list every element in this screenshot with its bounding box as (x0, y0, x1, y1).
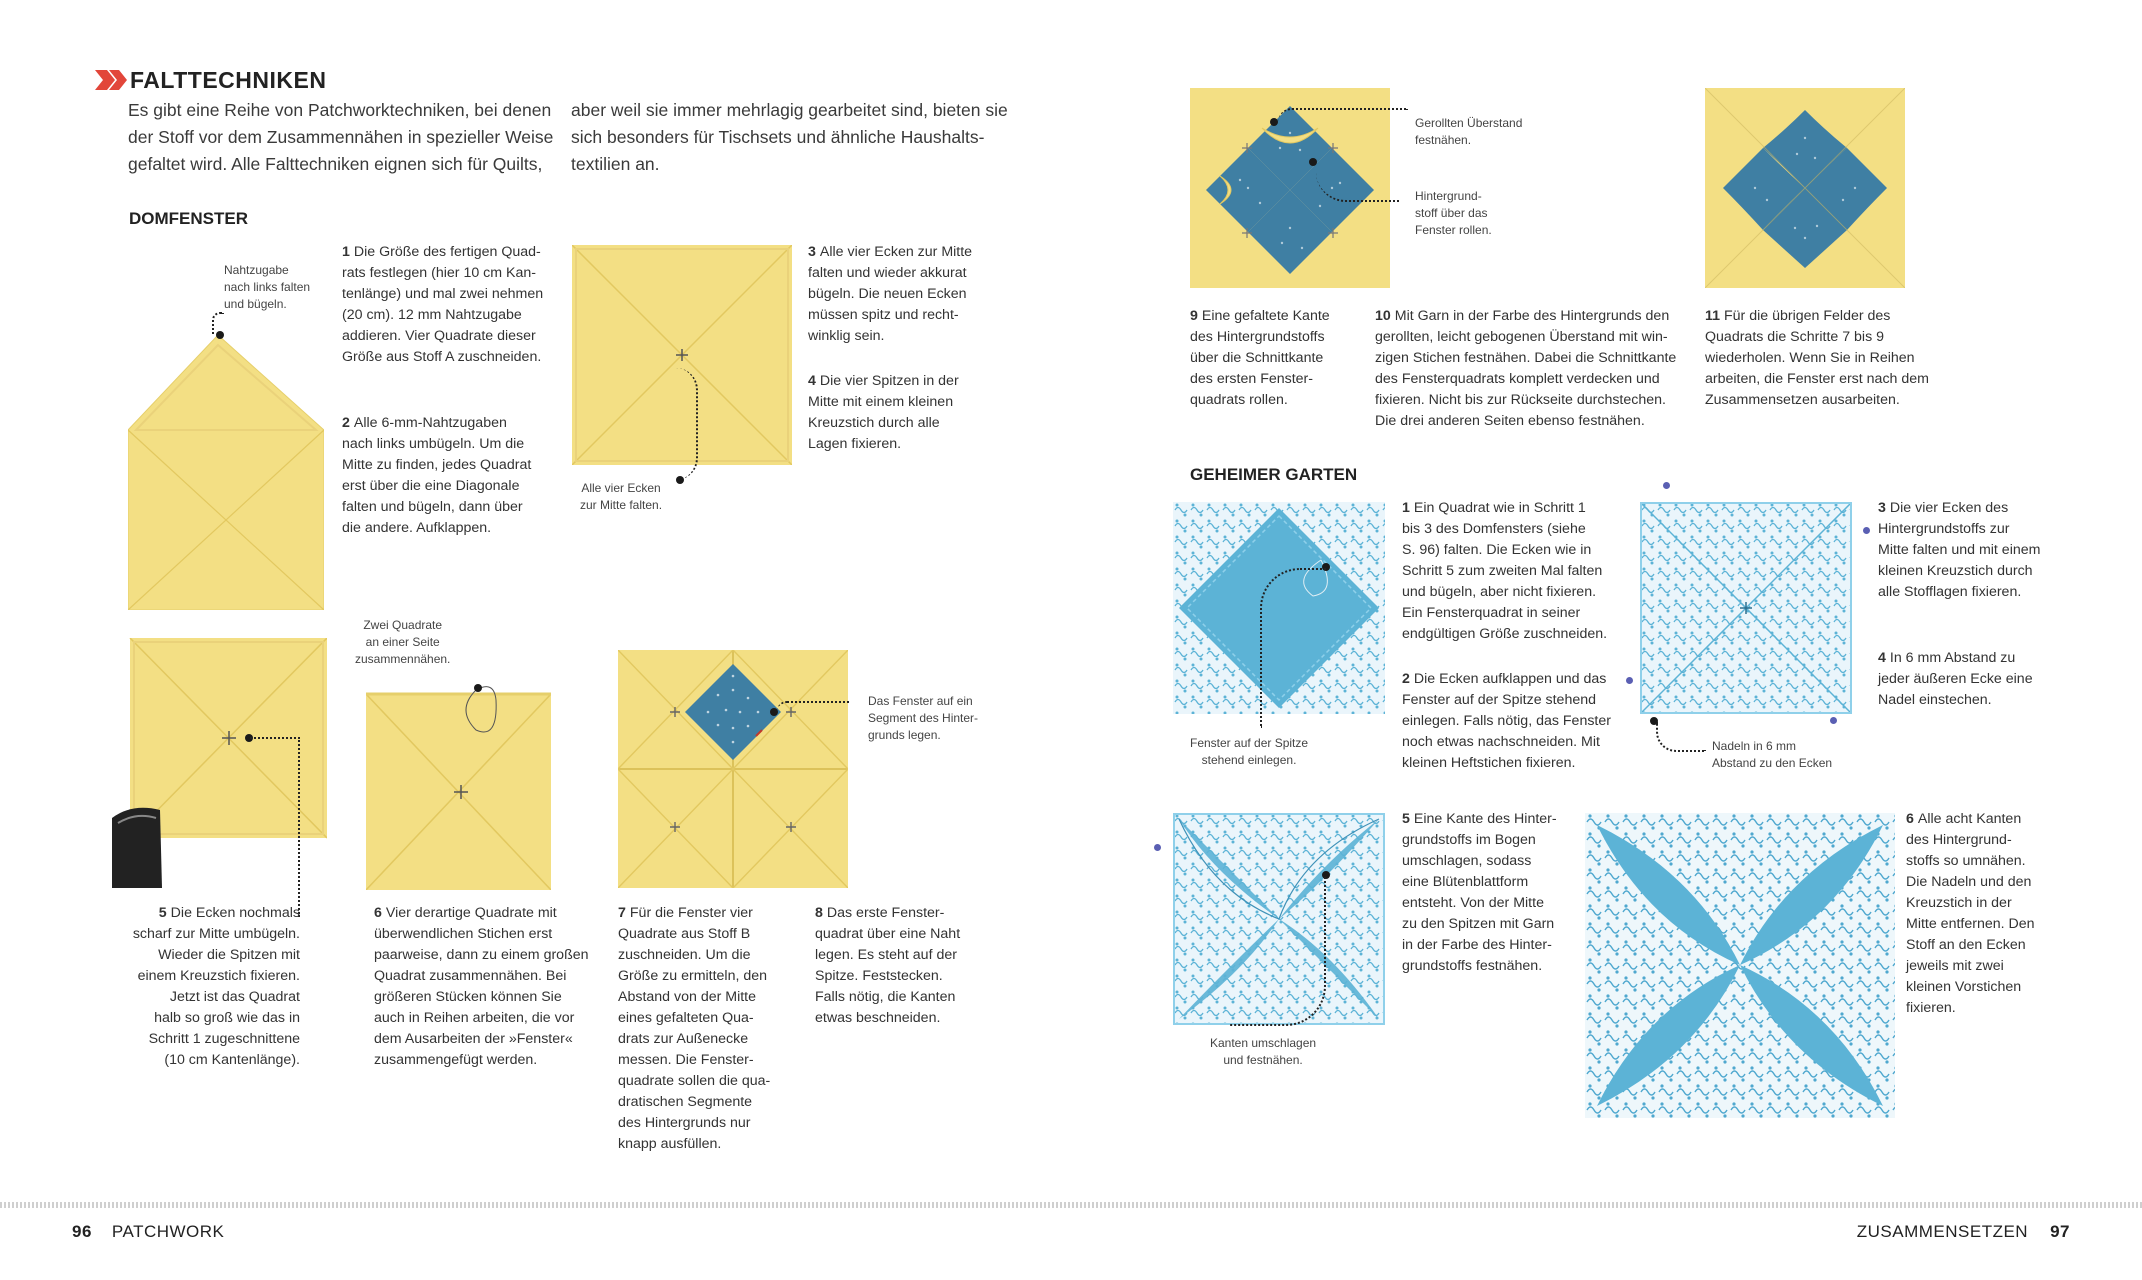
garden-step-4: 4 In 6 mm Abstand zu jeder äußeren Ecke eine Nadel einstechen. (1878, 650, 2033, 708)
leader-dot (474, 684, 482, 692)
garden-step-3: 3 Die vier Ecken des Hintergrundstoffs zur Mitte falten und mit einem kleinen Kreuzstich durch alle Stofflagen fixieren. (1878, 500, 2041, 600)
garden-step-6: 6 Alle acht Kanten des Hintergrund- stoffs so umnähen. Die Nadeln und den Kreuzstich in der Mitte entfernen. Den Stoff an den Ecken jeweils mit zwei kleinen Vorstichen fixieren. (1906, 811, 2035, 1016)
leader-line (1278, 108, 1408, 122)
caption-ecken: Alle vier Ecken zur Mitte falten. (580, 481, 663, 512)
garden-step-1: 1 Ein Quadrat wie in Schritt 1 bis 3 des Domfensters (siehe S. 96) falten. Die Ecken wie in Schritt 5 zum zweiten Mal falten und bügeln, aber nicht fixieren. Ein Fensterquadrat in seiner endgültigen Größe zuschneiden. (1402, 500, 1608, 642)
leader-line (1260, 568, 1326, 728)
step-11: 11 Für die übrigen Felder des Quadrats die Schritte 7 bis 9 wiederholen. Wenn Sie in Reihen arbeiten, die Fenster erst nach dem Zusammensetzen ausarbeiten. (1705, 308, 1929, 408)
subsection-title-domfenster: DOMFENSTER (129, 209, 248, 228)
caption-zwei-quadrate: Zwei Quadrate an einer Seite zusammennähen. (355, 618, 451, 666)
page-number-right: 97 (2050, 1222, 2070, 1241)
step-8: 8 Das erste Fenster- quadrat über eine Naht legen. Es steht auf der Spitze. Feststecken. Falls nötig, die Kanten etwas beschneiden. (815, 905, 961, 1026)
running-head-left: PATCHWORK (111, 1222, 225, 1241)
caption-kanten: Kanten umschlagen und festnähen. (1210, 1036, 1317, 1067)
step-7: 7 Für die Fenster vier Quadrate aus Stoff B zuschneiden. Um die Größe zu ermitteln, den Abstand von der Mitte eines gefalteten Qua- drats zur Außenecke messen. Die Fenster- quadrate sollen die qua- dratischen Segmente des Hintergrunds nur knapp ausfüllen. (618, 905, 771, 1152)
photo-step8-window-placed (618, 650, 848, 888)
step-1: 1 Die Größe des fertigen Quad- rats festlegen (hier 10 cm Kan- tenlänge) und mal zwei nehmen (20 cm). 12 mm Nahtzugabe addieren. Vier Quadrate dieser Größe aus Stoff A zuschneiden. (342, 244, 544, 365)
page-number-left: 96 (72, 1222, 92, 1241)
step-3: 3 Alle vier Ecken zur Mitte falten und wieder akkurat bügeln. Die neuen Ecken müssen spitz und recht- winklig sein. (808, 244, 973, 344)
photo-garden-step3-corners (1640, 502, 1852, 714)
caption-nadeln: Nadeln in 6 mm Abstand zu den Ecken (1712, 739, 1833, 770)
subsection-title-geheimer-garten: GEHEIMER GARTEN (1190, 465, 1358, 484)
leader-line (1656, 722, 1706, 752)
pin-icon (1154, 844, 1161, 851)
intro-column-1: Es gibt eine Reihe von Patchworktechniken, bei denen der Stoff vor dem Zusammennähen in spezieller Weise gefaltet wird. Alle Falttechniken eignen sich für Quilts, (128, 100, 554, 174)
photo-garden-step6-finished (1585, 813, 1895, 1118)
leader-line (777, 701, 849, 711)
intro-column-2: aber weil sie immer mehrlagig gearbeitet sind, bieten sie sich besonders für Tischsets und ähnliche Haushalts- textilien an. (571, 100, 1008, 174)
leader-line (1316, 162, 1400, 202)
leader-line (250, 737, 300, 917)
section-marker-icon (95, 70, 129, 90)
caption-hintergrund: Hintergrund- stoff über das Fenster rollen. (1415, 189, 1492, 237)
photo-step1-folded-fabric (128, 335, 324, 610)
pin-icon (1830, 717, 1837, 724)
leader-dot (676, 476, 684, 484)
garden-step-2: 2 Die Ecken aufklappen und das Fenster auf der Spitze stehend einlegen. Falls nötig, das Fenster noch etwas nachschneiden. Mit kleinen Heftstichen fixieren. (1402, 671, 1611, 771)
section-title: FALTTECHNIKEN (130, 67, 327, 93)
footer-right (1857, 1222, 2070, 1242)
photo-step6-squares-joined (366, 670, 551, 890)
step-2: 2 Alle 6-mm-Nahtzugaben nach links umbügeln. Um die Mitte zu finden, jedes Quadrat erst über die eine Diagonale falten und bügeln, dann über die andere. Aufklappen. (342, 415, 532, 536)
step-5: 5 Die Ecken nochmals scharf zur Mitte umbügeln. Wieder die Spitzen mit einem Kreuzstich fixieren. Jetzt ist das Quadrat halb so groß wie das in Schritt 1 zugeschnittene (10 cm Kantenlänge). (132, 905, 300, 1068)
leader-dot (1270, 118, 1278, 126)
caption-spitze: Fenster auf der Spitze stehend einlegen. (1190, 736, 1309, 767)
leader-line (1230, 876, 1326, 1026)
caption-nahtzugabe: Nahtzugabe nach links falten und bügeln. (224, 263, 311, 311)
footer-left (72, 1222, 224, 1242)
step-9: 9 Eine gefaltete Kante des Hintergrundstoffs über die Schnittkante des ersten Fenster- quadrats rollen. (1190, 308, 1330, 408)
running-head-right: ZUSAMMENSETZEN (1856, 1222, 2029, 1241)
leader-line (676, 368, 698, 480)
pin-icon (1626, 677, 1633, 684)
step-6: 6 Vier derartige Quadrate mit überwendlichen Stichen erst paarweise, dann zu einem großen Quadrat zusammennähen. Bei größeren Stücken können Sie auch in Reihen arbeiten, die vor dem Ausarbeiten der »Fenster« zusammengefügt werden. (374, 905, 589, 1068)
garden-step-5: 5 Eine Kante des Hinter- grundstoffs im Bogen umschlagen, sodass eine Blütenblattform entsteht. Von der Mitte zu den Spitzen mit Garn in der Farbe des Hinter- grundstoffs festnähen. (1402, 811, 1557, 974)
pin-icon (1863, 527, 1870, 534)
pin-icon (1663, 482, 1670, 489)
photo-step11-finished-windows (1705, 88, 1905, 288)
caption-fenster: Das Fenster auf ein Segment des Hinter- grunds legen. (868, 694, 979, 742)
caption-ueberstand: Gerollten Überstand festnähen. (1415, 116, 1523, 147)
footer-rule (0, 1202, 2142, 1208)
step-4: 4 Die vier Spitzen in der Mitte mit einem kleinen Kreuzstich durch alle Lagen fixieren. (808, 373, 959, 452)
step-10: 10 Mit Garn in der Farbe des Hintergrunds den gerollten, leicht gebogenen Überstand mit win- zigen Stichen festnähen. Dabei die Schnittkante des Fensterquadrats komplett verdecken und fixieren. Nicht bis zur Rückseite durchstechen. Die drei anderen Seiten ebenso festnähen. (1375, 308, 1677, 429)
leader-line (212, 312, 224, 334)
